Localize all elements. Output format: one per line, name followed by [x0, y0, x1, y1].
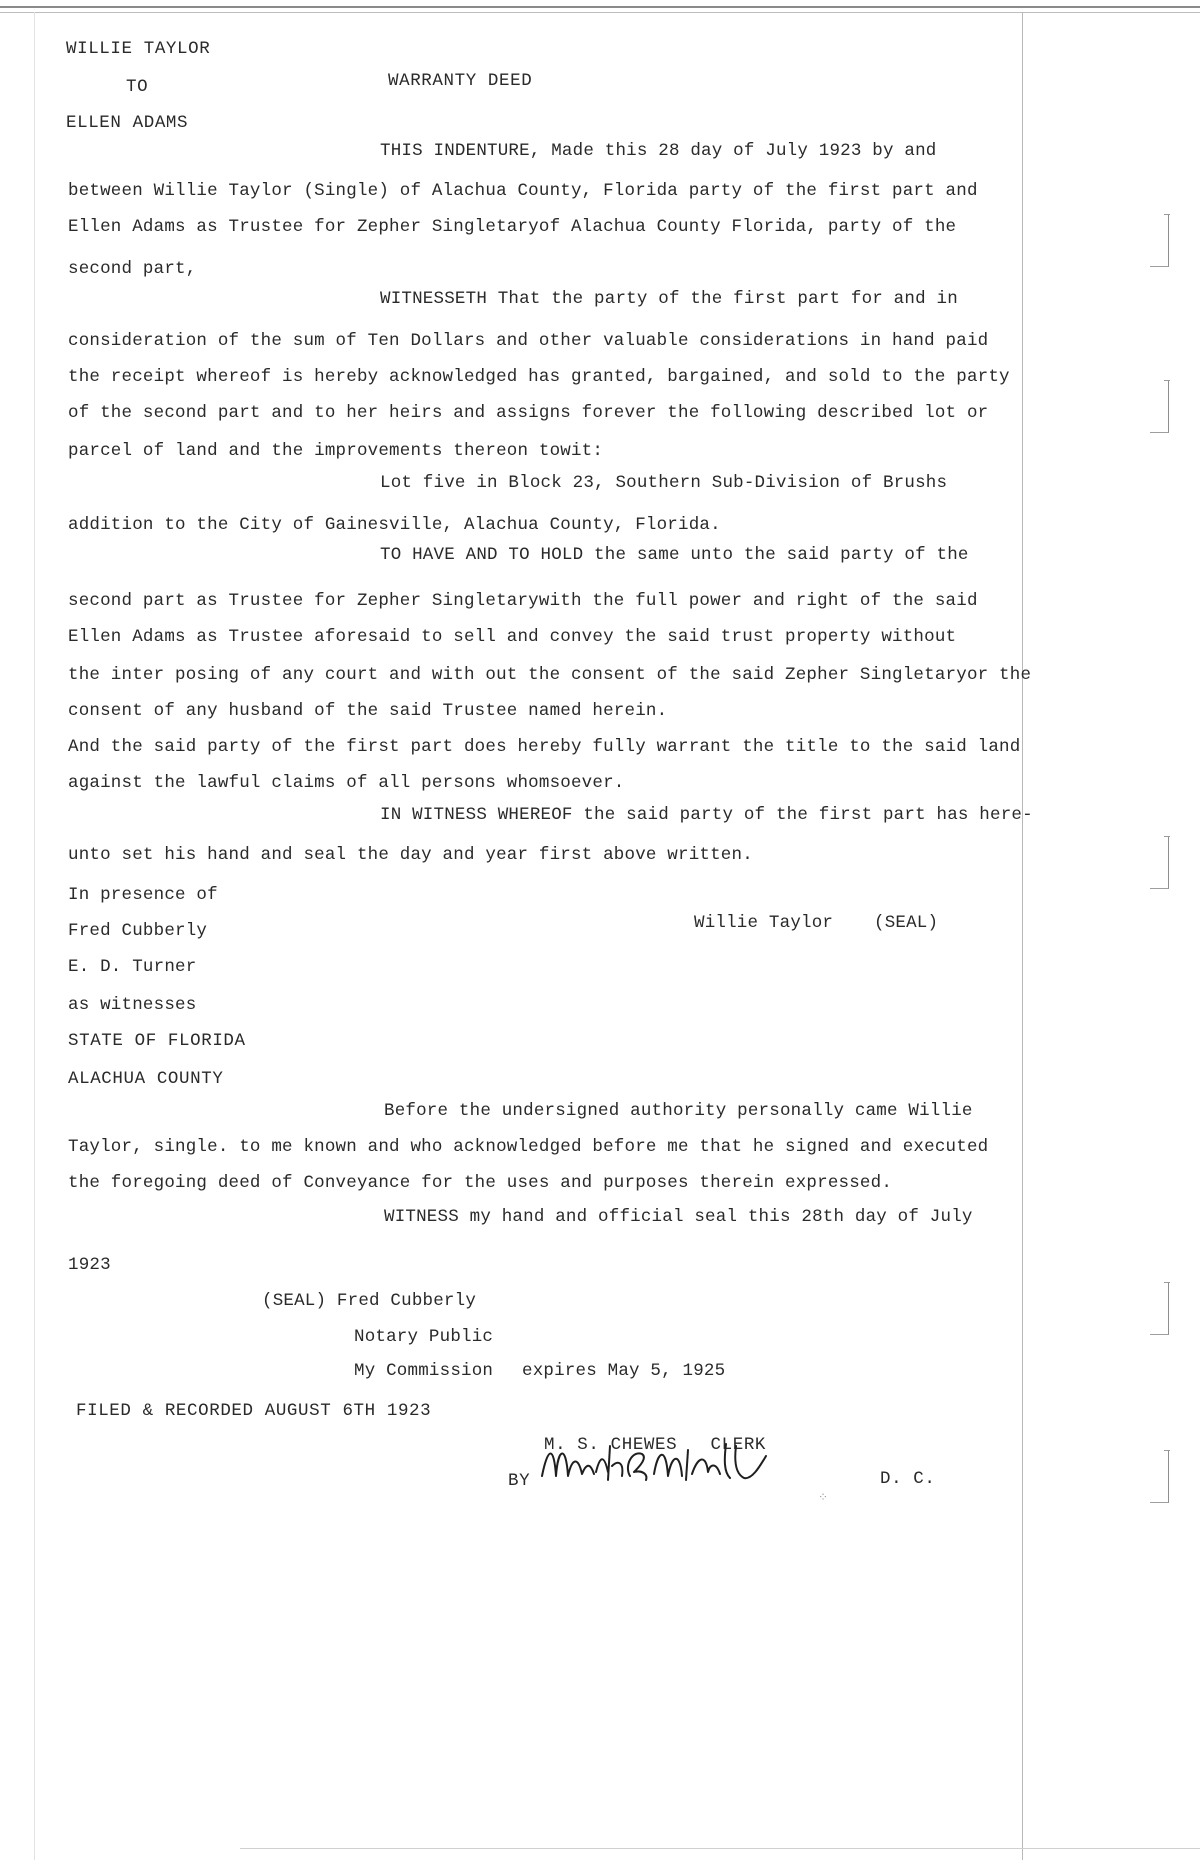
- body-line: And the said party of the first part does hereby fully warrant the title to the said land: [68, 737, 1021, 757]
- as-witnesses-label: as witnesses: [68, 995, 197, 1015]
- notary-seal-line: (SEAL) Fred Cubberly: [262, 1291, 477, 1311]
- by-label: BY: [508, 1471, 531, 1491]
- state-label: STATE OF FLORIDA: [68, 1031, 246, 1051]
- commission-label: My Commission: [354, 1361, 494, 1381]
- grantor-name: WILLIE TAYLOR: [66, 39, 211, 59]
- filed-recorded: FILED & RECORDED AUGUST 6TH 1923: [76, 1401, 432, 1421]
- deputy-clerk-label: D. C.: [880, 1469, 936, 1489]
- bottom-edge-line: [240, 1848, 1200, 1849]
- notary-title: Notary Public: [354, 1327, 494, 1347]
- body-line: parcel of land and the improvements thereon towit:: [68, 441, 604, 461]
- margin-bracket: [1150, 836, 1169, 889]
- deputy-clerk-signature: [538, 1436, 778, 1492]
- margin-bracket: [1150, 214, 1169, 267]
- body-line: the receipt whereof is hereby acknowledged has granted, bargained, and sold to the party: [68, 367, 1010, 387]
- body-line: WITNESSETH That the party of the first part for and in: [380, 289, 958, 309]
- right-margin-line: [1022, 12, 1023, 1860]
- margin-bracket: [1150, 1450, 1169, 1503]
- property-description: addition to the City of Gainesville, Alachua County, Florida.: [68, 515, 721, 535]
- to-label: TO: [126, 77, 149, 97]
- witness-name: Fred Cubberly: [68, 921, 208, 941]
- top-rule: [0, 6, 1200, 13]
- body-line: unto set his hand and seal the day and year first above written.: [68, 845, 753, 865]
- body-line: of the second part and to her heirs and assigns forever the following described lot or: [68, 403, 989, 423]
- acknowledgment-line: the foregoing deed of Conveyance for the uses and purposes therein expressed.: [68, 1173, 893, 1193]
- ink-smudge: ⁘: [818, 1491, 829, 1505]
- body-line: Ellen Adams as Trustee for Zepher Singletaryof Alachua County Florida, party of the: [68, 217, 957, 237]
- grantor-signature: Willie Taylor: [694, 913, 834, 933]
- body-line: second part as Trustee for Zepher Singletarywith the full power and right of the said: [68, 591, 978, 611]
- body-line: consent of any husband of the said Trustee named herein.: [68, 701, 668, 721]
- body-line: against the lawful claims of all persons whomsoever.: [68, 773, 625, 793]
- body-line: Ellen Adams as Trustee aforesaid to sell and convey the said trust property without: [68, 627, 957, 647]
- acknowledgment-line: WITNESS my hand and official seal this 28th day of July: [384, 1207, 973, 1227]
- body-line: THIS INDENTURE, Made this 28 day of July 1923 by and: [380, 141, 937, 161]
- commission-expiry: expires May 5, 1925: [522, 1361, 726, 1381]
- body-line: IN WITNESS WHEREOF the said party of the first part has here-: [380, 805, 1033, 825]
- property-description: Lot five in Block 23, Southern Sub-Division of Brushs: [380, 473, 948, 493]
- acknowledgment-line: Taylor, single. to me known and who acknowledged before me that he signed and executed: [68, 1137, 989, 1157]
- document-title: WARRANTY DEED: [388, 71, 533, 91]
- witness-name: E. D. Turner: [68, 957, 197, 977]
- county-label: ALACHUA COUNTY: [68, 1069, 224, 1089]
- acknowledgment-year: 1923: [68, 1255, 111, 1275]
- body-line: consideration of the sum of Ten Dollars and other valuable considerations in hand paid: [68, 331, 989, 351]
- left-edge-line: [34, 12, 35, 1860]
- in-presence-label: In presence of: [68, 885, 218, 905]
- acknowledgment-line: Before the undersigned authority personally came Willie: [384, 1101, 973, 1121]
- body-line: the inter posing of any court and with out the consent of the said Zepher Singletaryor the: [68, 665, 1032, 685]
- body-line: second part,: [68, 259, 197, 279]
- margin-bracket: [1150, 380, 1169, 433]
- grantor-seal: (SEAL): [874, 913, 939, 933]
- margin-bracket: [1150, 1282, 1169, 1335]
- body-line: between Willie Taylor (Single) of Alachua County, Florida party of the first part and: [68, 181, 978, 201]
- grantee-name: ELLEN ADAMS: [66, 113, 189, 133]
- body-line: TO HAVE AND TO HOLD the same unto the said party of the: [380, 545, 969, 565]
- clerk-line: M. S. CHEWES CLERK: [544, 1435, 767, 1455]
